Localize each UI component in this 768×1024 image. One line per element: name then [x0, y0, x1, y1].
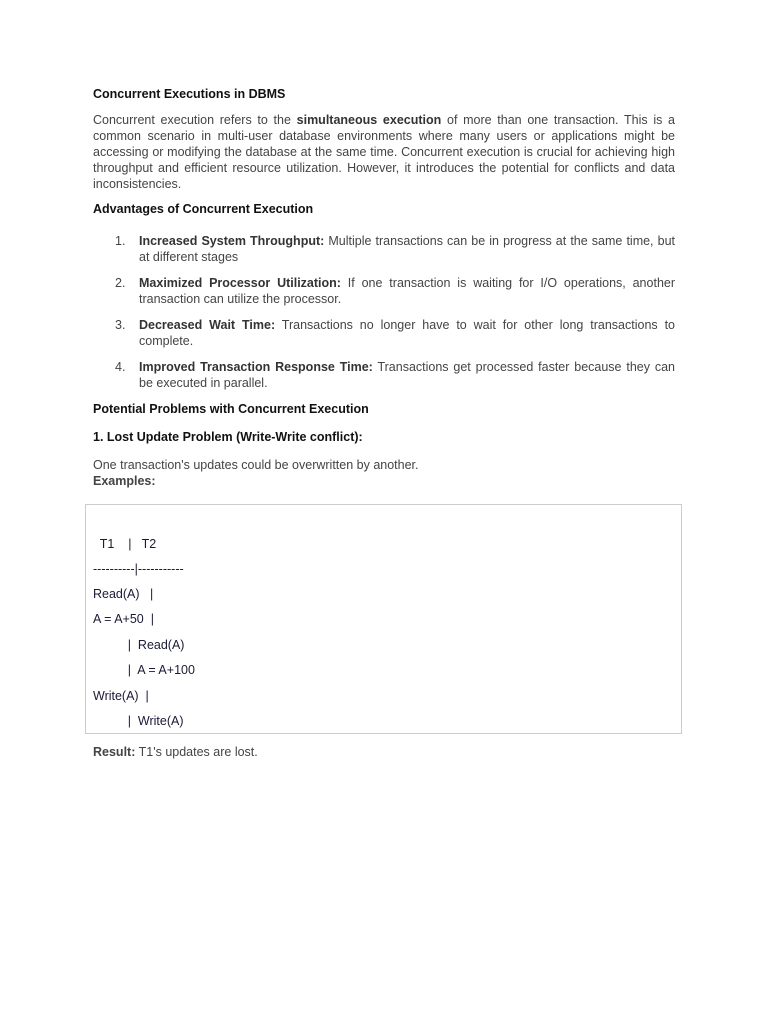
intro-before: Concurrent execution refers to the [93, 113, 297, 127]
lost-update-text: One transaction's updates could be overwritten by another. [93, 458, 419, 472]
advantages-list [93, 233, 675, 391]
intro-bold: simultaneous execution [296, 113, 442, 127]
list-item-text: Transactions no longer have to wait for other long transactions to complete. [139, 318, 675, 348]
code-line: T1 | T2 [93, 537, 157, 551]
list-item [93, 275, 675, 307]
problems-heading: Potential Problems with Concurrent Execution [93, 402, 369, 416]
list-item [93, 359, 675, 391]
document-body [93, 86, 675, 489]
list-item-text: If one transaction is waiting for I/O operations, another transaction can utilize the processor. [139, 276, 676, 306]
result-line [93, 744, 258, 760]
list-item-text: Multiple transactions can be in progress at the same time, but at different stages [139, 234, 676, 264]
page-title: Concurrent Executions in DBMS [93, 87, 286, 101]
list-item-title: Decreased Wait Time: [139, 318, 276, 332]
list-item-title: Improved Transaction Response Time: [139, 360, 373, 374]
code-line: ----------|----------- [93, 562, 184, 576]
lost-update-heading: 1. Lost Update Problem (Write-Write conflict): [93, 430, 363, 444]
code-example-box [85, 504, 682, 734]
code-line: Write(A) | [93, 689, 149, 703]
advantages-heading: Advantages of Concurrent Execution [93, 202, 314, 216]
list-item-text: Transactions get processed faster because they can be executed in parallel. [139, 360, 675, 390]
examples-label: Examples: [93, 474, 156, 488]
intro-after: of more than one transaction. This is a common scenario in multi-user database environments where many users or applications might be accessing or modifying the database at the same time. Concurrent execution is crucial for achieving high throughput and efficient resource utilization. However, it introduces the potential for conflicts and data inconsistencies. [93, 113, 676, 191]
list-item-title: Maximized Processor Utilization: [139, 276, 341, 290]
list-item-number: 4. [115, 360, 126, 374]
list-item [93, 233, 675, 265]
result-label: Result: [93, 745, 136, 759]
list-item-number: 3. [115, 318, 126, 332]
code-line: | A = A+100 [93, 663, 195, 677]
result-text: T1's updates are lost. [135, 745, 258, 759]
list-item-number: 1. [115, 234, 126, 248]
list-item [93, 317, 675, 349]
list-item-number: 2. [115, 276, 126, 290]
code-line: | Read(A) [93, 638, 185, 652]
code-line: A = A+50 | [93, 612, 154, 626]
code-line: | Write(A) [93, 714, 184, 728]
code-line: Read(A) | [93, 587, 154, 601]
list-item-title: Increased System Throughput: [139, 234, 325, 248]
intro-paragraph [93, 112, 675, 192]
